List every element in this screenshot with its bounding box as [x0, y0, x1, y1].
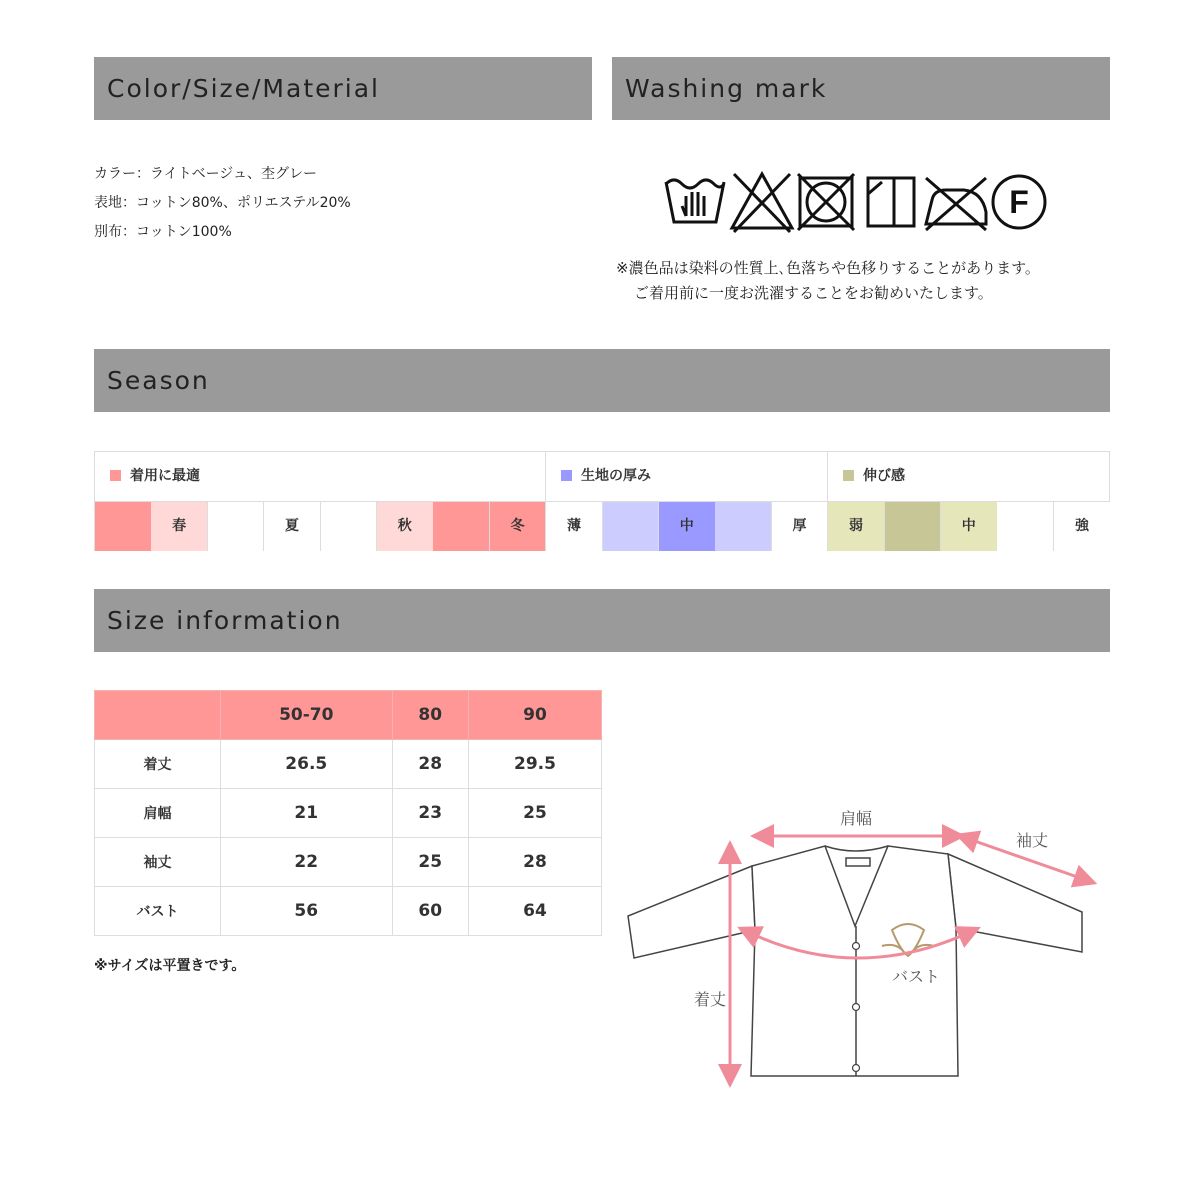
thickness-cell: 薄 — [546, 502, 603, 551]
dry-clean-f-icon — [993, 176, 1045, 228]
wear-cell — [321, 502, 378, 551]
thickness-cell — [715, 502, 772, 551]
thickness-cell: 中 — [659, 502, 716, 551]
hand-wash-icon — [666, 180, 724, 222]
thickness-group-label: 生地の厚み — [581, 468, 651, 484]
bust-label: バスト — [891, 967, 941, 986]
size-cell: 28 — [468, 838, 601, 887]
garment-diagram — [620, 800, 1100, 1090]
season-value-row — [95, 501, 1109, 551]
size-cell: 64 — [468, 887, 601, 936]
size-column-header: 90 — [468, 691, 601, 740]
no-bleach-icon — [732, 174, 792, 232]
wear-group-label: 着用に最適 — [130, 468, 200, 484]
table-row — [95, 740, 602, 789]
length-label: 着丈 — [693, 990, 727, 1009]
hang-dry-icon — [868, 178, 914, 226]
washing-note-line1: ※濃色品は染料の性質上､色落ちや色移りすることがあります。 — [616, 259, 1040, 277]
size-cell: 22 — [221, 838, 393, 887]
stretch-cell — [885, 502, 942, 551]
size-table-header-row — [95, 691, 602, 740]
row-label: 袖丈 — [95, 838, 221, 887]
wear-legend-swatch — [110, 470, 121, 481]
no-iron-icon — [926, 178, 986, 230]
thickness-group-header — [546, 452, 828, 501]
size-cell: 60 — [392, 887, 468, 936]
table-row — [95, 887, 602, 936]
no-tumble-dry-icon — [798, 174, 854, 230]
table-row — [95, 789, 602, 838]
size-note: ※サイズは平置きです。 — [94, 958, 246, 974]
fabric-line: 表地：コットン80%、ポリエステル20% — [94, 195, 351, 211]
size-table-corner — [95, 691, 221, 740]
size-cell: 26.5 — [221, 740, 393, 789]
season-header: Season — [94, 349, 1110, 412]
stretch-cell: 弱 — [828, 502, 885, 551]
shoulder-label: 肩幅 — [839, 809, 873, 828]
table-row — [95, 838, 602, 887]
svg-text:F: F — [1009, 184, 1029, 220]
wear-cell — [95, 502, 152, 551]
wear-cell: 夏 — [264, 502, 321, 551]
washing-icons — [664, 170, 1054, 234]
wear-cell: 春 — [151, 502, 208, 551]
size-cell: 28 — [392, 740, 468, 789]
size-cell: 56 — [221, 887, 393, 936]
stretch-group-label: 伸び感 — [863, 468, 905, 484]
cardigan-outline — [628, 846, 1082, 1076]
row-label: 着丈 — [95, 740, 221, 789]
size-column-header: 50-70 — [221, 691, 393, 740]
stretch-legend-swatch — [843, 470, 854, 481]
row-label: バスト — [95, 887, 221, 936]
size-cell: 21 — [221, 789, 393, 838]
color-size-material-header: Color/Size/Material — [94, 57, 592, 120]
stretch-cell: 強 — [1054, 502, 1111, 551]
wear-cell — [433, 502, 490, 551]
size-cell: 25 — [468, 789, 601, 838]
row-label: 肩幅 — [95, 789, 221, 838]
wear-cell — [208, 502, 265, 551]
size-information-header: Size information — [94, 589, 1110, 652]
stretch-cell: 中 — [941, 502, 998, 551]
sleeve-label: 袖丈 — [1015, 831, 1049, 850]
season-table — [94, 451, 1110, 551]
wear-cell: 秋 — [377, 502, 434, 551]
size-cell: 25 — [392, 838, 468, 887]
size-cell: 29.5 — [468, 740, 601, 789]
size-column-header: 80 — [392, 691, 468, 740]
size-table — [94, 690, 602, 936]
washing-note-line2: ご着用前に一度お洗濯することをお勧めいたします。 — [634, 284, 993, 302]
wear-group-header — [95, 452, 546, 501]
stretch-group-header — [828, 452, 1110, 501]
washing-mark-header: Washing mark — [612, 57, 1110, 120]
wear-cell: 冬 — [490, 502, 547, 551]
other-fabric-line: 別布：コットン100% — [94, 224, 232, 240]
material-info — [94, 160, 351, 247]
washing-note — [616, 256, 1040, 306]
thickness-legend-swatch — [561, 470, 572, 481]
size-cell: 23 — [392, 789, 468, 838]
stretch-cell — [997, 502, 1054, 551]
thickness-cell — [603, 502, 660, 551]
thickness-cell: 厚 — [772, 502, 829, 551]
color-line: カラー：ライトベージュ、杢グレー — [94, 166, 318, 182]
